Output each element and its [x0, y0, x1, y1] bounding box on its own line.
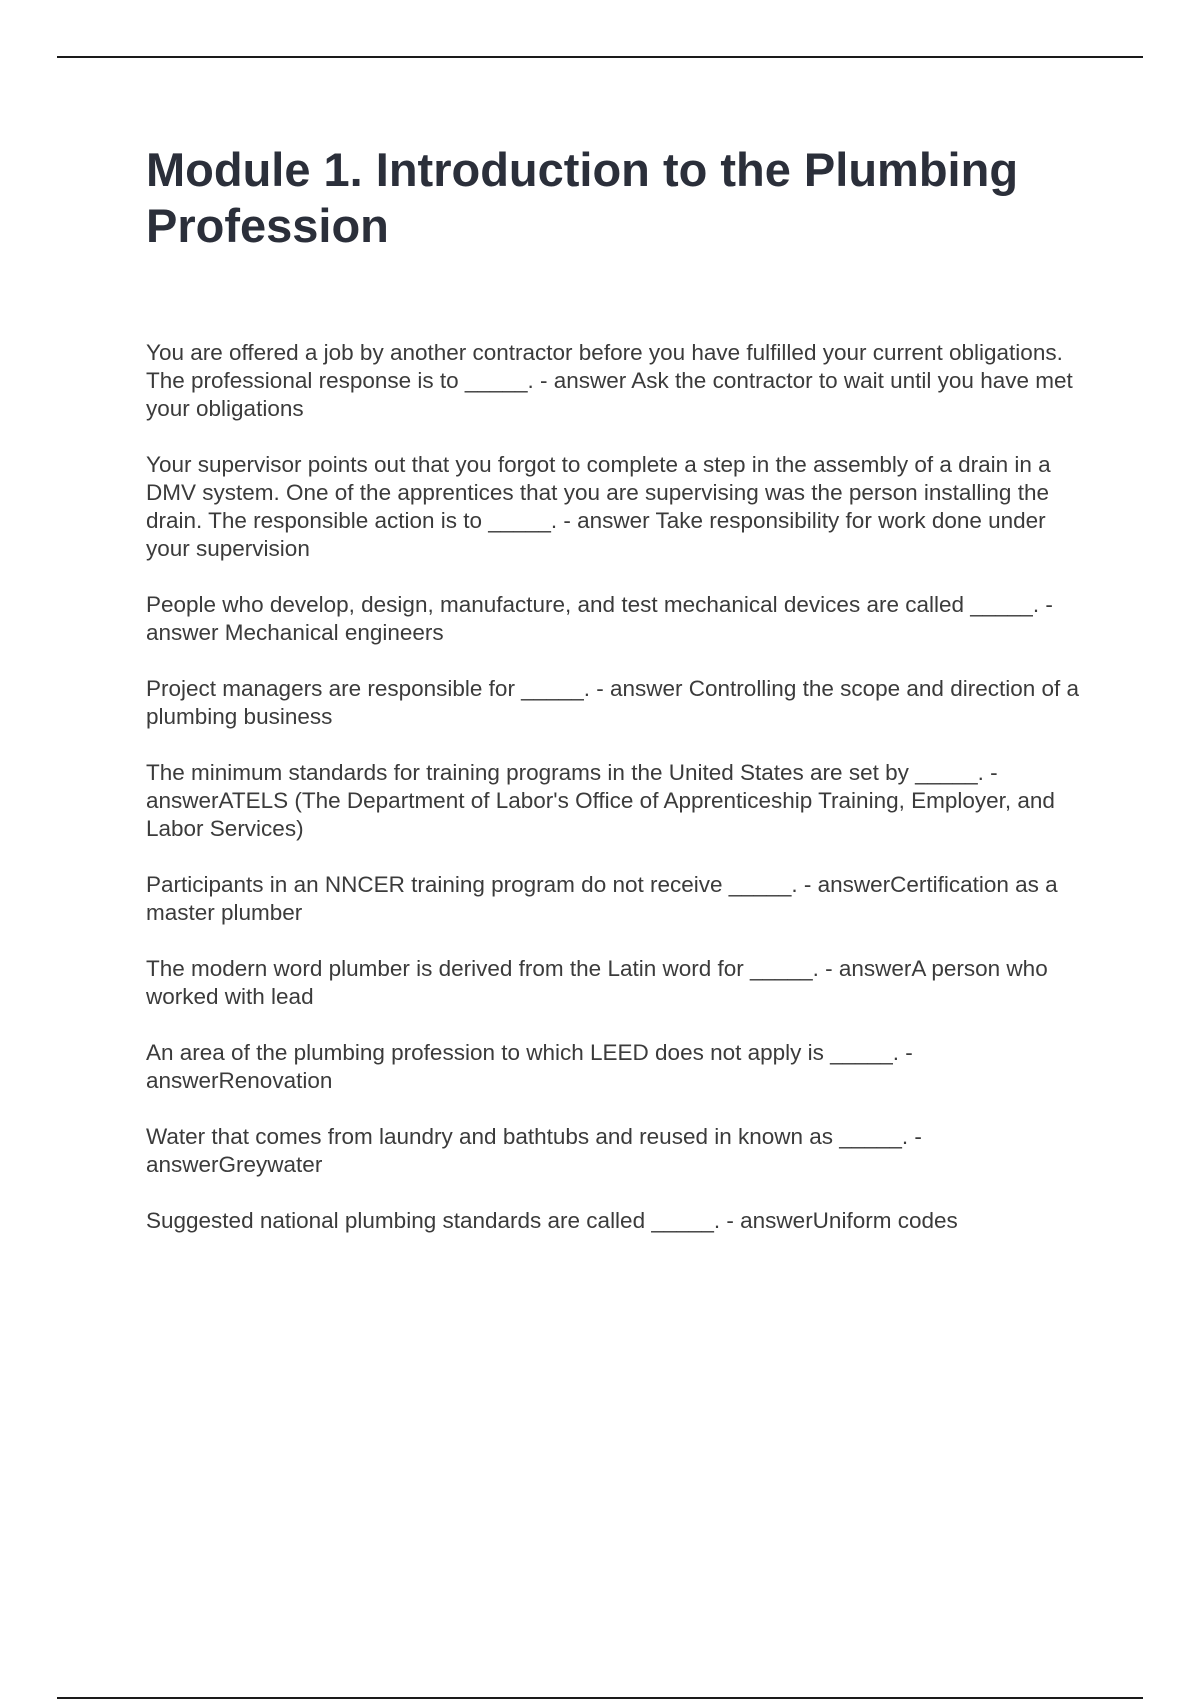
page-title: Module 1. Introduction to the Plumbing Profession: [146, 143, 1019, 252]
qa-item: An area of the plumbing profession to which LEED does not apply is _____. - answerRenovation: [146, 1040, 913, 1093]
qa-item: Suggested national plumbing standards are called _____. - answerUniform codes: [146, 1208, 958, 1233]
top-divider: [57, 56, 1143, 58]
question-answer-list: [146, 339, 1086, 1235]
qa-item: Your supervisor points out that you forgot to complete a step in the assembly of a drain in a DMV system. One of the apprentices that you are supervising was the person installing the drain. The responsible action is to _____. - answer Take responsibility for work done under your supervision: [146, 452, 1051, 561]
qa-item: Project managers are responsible for _____. - answer Controlling the scope and direction of a plumbing business: [146, 676, 1080, 729]
qa-item: The modern word plumber is derived from the Latin word for _____. - answerA person who worked with lead: [146, 956, 1048, 1009]
qa-item: The minimum standards for training programs in the United States are set by _____. - answerATELS (The Department of Labor's Office of Apprenticeship Training, Employer, and Labor Services): [146, 760, 1055, 841]
document-body: [146, 142, 1086, 1263]
bottom-divider: [57, 1697, 1143, 1699]
qa-item: Participants in an NNCER training program do not receive _____. - answerCertification as a master plumber: [146, 872, 1058, 925]
qa-item: Water that comes from laundry and bathtubs and reused in known as _____. - answerGreywater: [146, 1124, 922, 1177]
qa-item: People who develop, design, manufacture, and test mechanical devices are called _____. - answer Mechanical engineers: [146, 592, 1053, 645]
qa-item: You are offered a job by another contractor before you have fulfilled your current obligations. The professional response is to _____. - answer Ask the contractor to wait until you have met your obligations: [146, 340, 1073, 421]
